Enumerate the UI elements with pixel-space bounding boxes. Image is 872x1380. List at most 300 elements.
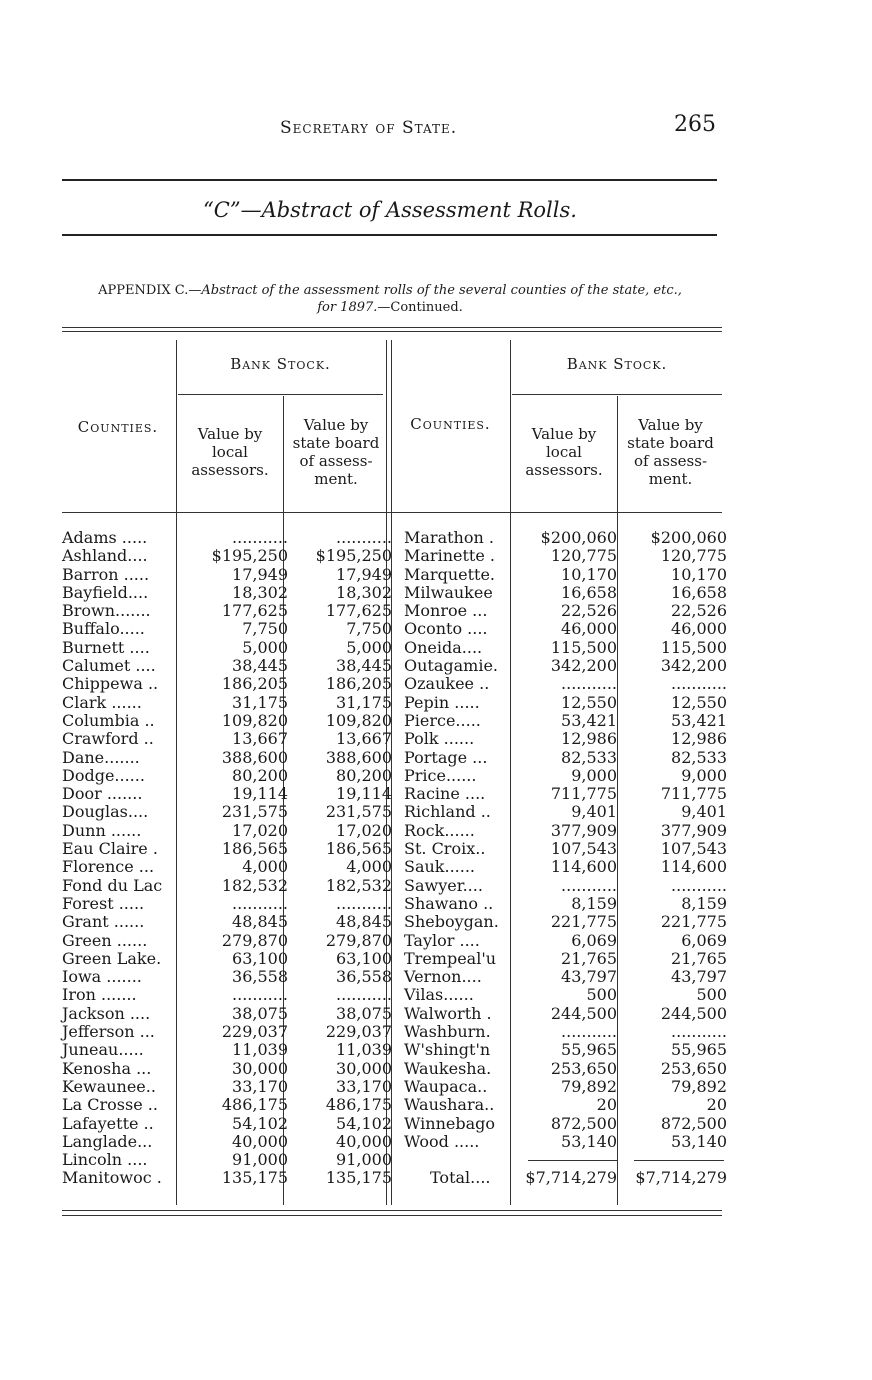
county-name: Lincoln .... <box>62 1150 148 1170</box>
county-name: Dodge...... <box>62 765 145 785</box>
county-name: Waushara.. <box>404 1095 495 1115</box>
value-local: 186,565 <box>221 839 288 859</box>
value-local: 221,775 <box>550 912 617 932</box>
value-state: 63,100 <box>336 948 392 968</box>
table-row <box>404 675 729 693</box>
value-state: 30,000 <box>336 1058 392 1078</box>
table-row <box>404 1060 729 1078</box>
county-name: Polk ...... <box>404 729 475 749</box>
value-local: 229,037 <box>221 1022 288 1042</box>
table-row <box>404 657 729 675</box>
running-header <box>60 112 720 152</box>
value-local: ........... <box>561 674 617 694</box>
value-local: 486,175 <box>221 1095 288 1115</box>
county-name: Dane....... <box>62 747 140 767</box>
value-local: 500 <box>586 985 617 1005</box>
county-name: Ozaukee .. <box>404 674 490 694</box>
county-name: Brown....... <box>62 601 151 621</box>
value-state: ........... <box>336 893 392 913</box>
value-state: 177,625 <box>325 601 392 621</box>
value-state: ........... <box>671 875 727 895</box>
value-local: 36,558 <box>232 967 288 987</box>
page-number: 265 <box>674 112 716 137</box>
value-state: 500 <box>696 985 727 1005</box>
value-state: 20 <box>706 1095 727 1115</box>
county-name: Florence ... <box>62 857 155 877</box>
table-row <box>62 1005 392 1023</box>
caption-prefix: APPENDIX C.— <box>98 283 202 298</box>
value-local: 38,075 <box>232 1003 288 1023</box>
table-row <box>404 950 729 968</box>
value-local: 21,765 <box>561 948 617 968</box>
value-state: ........... <box>671 674 727 694</box>
county-name: Green Lake. <box>62 948 162 968</box>
value-state: ........... <box>336 528 392 547</box>
table-row <box>404 1041 729 1059</box>
value-state: $200,060 <box>650 528 727 547</box>
county-name: Sheboygan. <box>404 912 499 932</box>
bank-stock-header-right: Bank Stock. <box>566 355 668 373</box>
county-name: Shawano .. <box>404 893 494 913</box>
value-local: 17,949 <box>232 564 288 584</box>
county-name: Vilas...... <box>404 985 474 1005</box>
table-row <box>62 767 392 785</box>
county-name: Iowa ....... <box>62 967 142 987</box>
county-name: Langlade... <box>62 1131 153 1151</box>
county-name: Forest ..... <box>62 893 145 913</box>
county-name: Barron ..... <box>62 564 150 584</box>
value-state: 38,445 <box>336 656 392 676</box>
total-state: $7,714,279 <box>635 1168 727 1187</box>
county-name: Monroe ... <box>404 601 488 621</box>
county-name: Sauk...... <box>404 857 476 877</box>
value-state: 19,114 <box>336 784 392 804</box>
county-name: Wood ..... <box>404 1131 480 1151</box>
value-state: 10,170 <box>671 564 727 584</box>
table-row <box>62 1023 392 1041</box>
county-name: St. Croix.. <box>404 839 486 859</box>
county-name: Kenosha ... <box>62 1058 152 1078</box>
value-state: 82,533 <box>671 747 727 767</box>
table-row <box>404 767 729 785</box>
county-name: Rock...... <box>404 820 475 840</box>
value-state: 43,797 <box>671 967 727 987</box>
value-state: 21,765 <box>671 948 727 968</box>
county-name: Grant ...... <box>62 912 145 932</box>
value-state: 253,650 <box>660 1058 727 1078</box>
table-row <box>62 712 392 730</box>
value-local: 388,600 <box>221 747 288 767</box>
section-title: “C”—Abstract of Assessment Rolls. <box>203 198 577 222</box>
table-row <box>404 877 729 895</box>
county-name: Portage ... <box>404 747 488 767</box>
table-row <box>62 1060 392 1078</box>
value-local: 10,170 <box>561 564 617 584</box>
value-local: 182,532 <box>221 875 288 895</box>
county-name: Marathon . <box>404 528 494 547</box>
table-row <box>62 730 392 748</box>
value-state: 872,500 <box>660 1113 727 1133</box>
county-name: Ashland.... <box>62 546 148 566</box>
value-state: 182,532 <box>325 875 392 895</box>
value-state: 12,986 <box>671 729 727 749</box>
value-local: 177,625 <box>221 601 288 621</box>
table-row <box>404 730 729 748</box>
table-row <box>62 584 392 602</box>
value-local: 48,845 <box>232 912 288 932</box>
value-state: 18,302 <box>336 582 392 602</box>
value-local: 16,658 <box>561 582 617 602</box>
county-name: Fond du Lac <box>62 875 163 895</box>
value-local: 12,550 <box>561 692 617 712</box>
county-name: Milwaukee <box>404 582 493 602</box>
value-state: 107,543 <box>660 839 727 859</box>
value-state: 17,949 <box>336 564 392 584</box>
section-rule <box>62 234 717 236</box>
table-row <box>404 803 729 821</box>
value-local: 63,100 <box>232 948 288 968</box>
county-name: Kewaunee.. <box>62 1076 156 1096</box>
value-local: 8,159 <box>571 893 617 913</box>
value-local: 54,102 <box>232 1113 288 1133</box>
value-local: 30,000 <box>232 1058 288 1078</box>
value-local: ........... <box>561 1022 617 1042</box>
table-row <box>404 840 729 858</box>
table-row <box>404 895 729 913</box>
value-state: 377,909 <box>660 820 727 840</box>
value-local: 115,500 <box>550 637 617 657</box>
county-name: Crawford .. <box>62 729 154 749</box>
value-local: 279,870 <box>221 930 288 950</box>
table-row <box>62 749 392 767</box>
county-name: Green ...... <box>62 930 148 950</box>
value-state: 244,500 <box>660 1003 727 1023</box>
value-local: 186,205 <box>221 674 288 694</box>
total-label: Total.... <box>430 1168 491 1187</box>
counties-header-right: Counties. <box>410 415 491 433</box>
value-local: 79,892 <box>561 1076 617 1096</box>
table-row <box>404 1023 729 1041</box>
value-local: 9,401 <box>571 802 617 822</box>
table-row <box>404 932 729 950</box>
table-row <box>404 694 729 712</box>
table-row <box>404 566 729 584</box>
value-local: 711,775 <box>550 784 617 804</box>
table-row <box>62 529 392 547</box>
table-row <box>62 895 392 913</box>
value-state: 17,020 <box>336 820 392 840</box>
value-state: 5,000 <box>346 637 392 657</box>
table-row <box>62 803 392 821</box>
value-local: 7,750 <box>242 619 288 639</box>
value-state: 8,159 <box>681 893 727 913</box>
table-row <box>62 950 392 968</box>
table-row <box>62 566 392 584</box>
county-name: Bayfield.... <box>62 582 149 602</box>
value-local: 12,986 <box>561 729 617 749</box>
table-row <box>404 749 729 767</box>
state-header-right: Value by state board of assessment. <box>627 416 714 488</box>
local-header-right: Value by local assessors. <box>525 425 603 479</box>
county-name: Pierce..... <box>404 710 481 730</box>
county-name: Jefferson ... <box>62 1022 155 1042</box>
value-state: 46,000 <box>671 619 727 639</box>
county-name: Winnebago <box>404 1113 496 1133</box>
value-local: 120,775 <box>550 546 617 566</box>
table-row <box>62 675 392 693</box>
value-state: 120,775 <box>660 546 727 566</box>
table-row <box>404 913 729 931</box>
table-row <box>62 785 392 803</box>
county-name: Lafayette .. <box>62 1113 154 1133</box>
value-state: 9,401 <box>681 802 727 822</box>
table-row <box>404 547 729 565</box>
value-local: 253,650 <box>550 1058 617 1078</box>
table-row <box>404 1005 729 1023</box>
value-state: 16,658 <box>671 582 727 602</box>
county-name: Sawyer.... <box>404 875 483 895</box>
table-row <box>404 602 729 620</box>
value-local: 20 <box>596 1095 617 1115</box>
table-row <box>404 1115 729 1133</box>
value-local: 872,500 <box>550 1113 617 1133</box>
value-state: 7,750 <box>346 619 392 639</box>
value-local: 107,543 <box>550 839 617 859</box>
value-local: 80,200 <box>232 765 288 785</box>
value-local: 46,000 <box>561 619 617 639</box>
county-name: Columbia .. <box>62 710 155 730</box>
value-state: 4,000 <box>346 857 392 877</box>
value-local: $195,250 <box>211 546 288 566</box>
value-state: 115,500 <box>660 637 727 657</box>
value-state: ........... <box>336 985 392 1005</box>
value-state: 53,140 <box>671 1131 727 1151</box>
county-name: W'shingt'n <box>404 1040 491 1060</box>
table-row <box>62 913 392 931</box>
value-local: 231,575 <box>221 802 288 822</box>
table-row <box>62 822 392 840</box>
value-local: 9,000 <box>571 765 617 785</box>
value-local: 82,533 <box>561 747 617 767</box>
value-local: 55,965 <box>561 1040 617 1060</box>
value-local: $200,060 <box>540 528 617 547</box>
value-local: 33,170 <box>232 1076 288 1096</box>
table-row <box>62 986 392 1004</box>
table-row <box>404 639 729 657</box>
appendix-caption <box>60 282 720 316</box>
county-name: Douglas.... <box>62 802 149 822</box>
value-state: 31,175 <box>336 692 392 712</box>
table-row <box>404 712 729 730</box>
county-name: Jackson .... <box>62 1003 151 1023</box>
caption-italic: Abstract of the assessment rolls of the several counties of the state, etc., <box>201 283 682 298</box>
value-state: 91,000 <box>336 1150 392 1170</box>
table-row <box>62 1133 392 1151</box>
value-state: 186,205 <box>325 674 392 694</box>
value-local: 31,175 <box>232 692 288 712</box>
table-row <box>62 657 392 675</box>
running-title: Secretary of State. <box>280 118 458 138</box>
county-name: Waukesha. <box>404 1058 492 1078</box>
value-local: 135,175 <box>221 1168 288 1188</box>
total-row <box>404 1168 729 1188</box>
value-local: 18,302 <box>232 582 288 602</box>
left-county-rows <box>62 529 392 1188</box>
value-state: ........... <box>671 1022 727 1042</box>
value-local: 19,114 <box>232 784 288 804</box>
county-name: Marinette . <box>404 546 495 566</box>
value-state: 55,965 <box>671 1040 727 1060</box>
value-state: 6,069 <box>681 930 727 950</box>
value-state: 12,550 <box>671 692 727 712</box>
county-name: Richland .. <box>404 802 491 822</box>
value-local: 5,000 <box>242 637 288 657</box>
county-name: Dunn ...... <box>62 820 142 840</box>
top-rule <box>62 179 717 181</box>
table-row <box>62 968 392 986</box>
county-name: Walworth . <box>404 1003 492 1023</box>
county-name: Outagamie. <box>404 656 499 676</box>
value-state: 13,667 <box>336 729 392 749</box>
table-row <box>62 602 392 620</box>
value-state: 79,892 <box>671 1076 727 1096</box>
value-state: 22,526 <box>671 601 727 621</box>
value-local: 91,000 <box>232 1150 288 1170</box>
county-name: Oconto .... <box>404 619 488 639</box>
value-state: 38,075 <box>336 1003 392 1023</box>
value-local: 11,039 <box>232 1040 288 1060</box>
value-state: 388,600 <box>325 747 392 767</box>
value-local: 22,526 <box>561 601 617 621</box>
table-row <box>404 1096 729 1114</box>
value-state: 48,845 <box>336 912 392 932</box>
value-state: 9,000 <box>681 765 727 785</box>
county-name: Buffalo..... <box>62 619 145 639</box>
value-state: 221,775 <box>660 912 727 932</box>
county-name: Calumet .... <box>62 656 156 676</box>
county-name: La Crosse .. <box>62 1095 158 1115</box>
table-row <box>62 620 392 638</box>
county-name: Washburn. <box>404 1022 491 1042</box>
value-state: 135,175 <box>325 1168 392 1188</box>
value-state: 114,600 <box>660 857 727 877</box>
table-row <box>62 1078 392 1096</box>
table-row <box>62 1041 392 1059</box>
value-state: 54,102 <box>336 1113 392 1133</box>
value-local: 38,445 <box>232 656 288 676</box>
table-row <box>404 785 729 803</box>
county-name: Burnett .... <box>62 637 150 657</box>
table-row <box>404 584 729 602</box>
value-state: 711,775 <box>660 784 727 804</box>
table-row <box>62 932 392 950</box>
county-name: Iron ....... <box>62 985 137 1005</box>
value-state: 342,200 <box>660 656 727 676</box>
table-row <box>62 639 392 657</box>
value-local: ........... <box>232 528 288 547</box>
value-local: ........... <box>232 985 288 1005</box>
county-name: Price...... <box>404 765 477 785</box>
value-state: 486,175 <box>325 1095 392 1115</box>
table-row <box>62 1096 392 1114</box>
value-state: 33,170 <box>336 1076 392 1096</box>
county-name: Juneau..... <box>62 1040 144 1060</box>
value-local: 40,000 <box>232 1131 288 1151</box>
local-header-left: Value by local assessors. <box>191 425 269 479</box>
value-state: $195,250 <box>315 546 392 566</box>
value-state: 279,870 <box>325 930 392 950</box>
value-local: 342,200 <box>550 656 617 676</box>
table-row <box>62 547 392 565</box>
county-name: Clark ...... <box>62 692 142 712</box>
value-state: 80,200 <box>336 765 392 785</box>
value-local: 6,069 <box>571 930 617 950</box>
value-local: ........... <box>232 893 288 913</box>
value-local: 53,421 <box>561 710 617 730</box>
value-local: 4,000 <box>242 857 288 877</box>
table-row <box>404 620 729 638</box>
value-local: 377,909 <box>550 820 617 840</box>
table-row <box>62 858 392 876</box>
table-row <box>62 1169 392 1187</box>
county-name: Oneida.... <box>404 637 483 657</box>
table-row <box>62 1151 392 1169</box>
table-row <box>404 858 729 876</box>
county-name: Manitowoc . <box>62 1168 162 1188</box>
table-row <box>404 986 729 1004</box>
caption-suffix: —Continued. <box>377 300 463 315</box>
value-local: 43,797 <box>561 967 617 987</box>
right-county-rows <box>404 529 729 1151</box>
table-row <box>62 840 392 858</box>
value-state: 109,820 <box>325 710 392 730</box>
value-local: 114,600 <box>550 857 617 877</box>
table-row <box>404 529 729 547</box>
county-name: Racine .... <box>404 784 486 804</box>
value-state: 11,039 <box>336 1040 392 1060</box>
county-name: Pepin ..... <box>404 692 480 712</box>
table-row <box>62 1115 392 1133</box>
table-row <box>404 1133 729 1151</box>
table-row <box>62 877 392 895</box>
value-state: 40,000 <box>336 1131 392 1151</box>
value-state: 186,565 <box>325 839 392 859</box>
county-name: Taylor .... <box>404 930 480 950</box>
county-name: Trempeal'u <box>404 948 497 968</box>
county-name: Eau Claire . <box>62 839 158 859</box>
value-local: ........... <box>561 875 617 895</box>
value-state: 231,575 <box>325 802 392 822</box>
value-local: 13,667 <box>232 729 288 749</box>
county-name: Vernon.... <box>404 967 482 987</box>
table-row <box>404 1078 729 1096</box>
value-state: 36,558 <box>336 967 392 987</box>
value-local: 53,140 <box>561 1131 617 1151</box>
table-row <box>62 694 392 712</box>
value-local: 17,020 <box>232 820 288 840</box>
value-state: 53,421 <box>671 710 727 730</box>
county-name: Chippewa .. <box>62 674 159 694</box>
county-name: Adams ..... <box>62 528 148 547</box>
county-name: Door ....... <box>62 784 143 804</box>
state-header-left: Value by state board of assessment. <box>292 416 380 488</box>
county-name: Waupaca.. <box>404 1076 488 1096</box>
value-local: 109,820 <box>221 710 288 730</box>
total-local: $7,714,279 <box>525 1168 617 1187</box>
table-row <box>404 822 729 840</box>
table-row <box>404 968 729 986</box>
value-local: 244,500 <box>550 1003 617 1023</box>
